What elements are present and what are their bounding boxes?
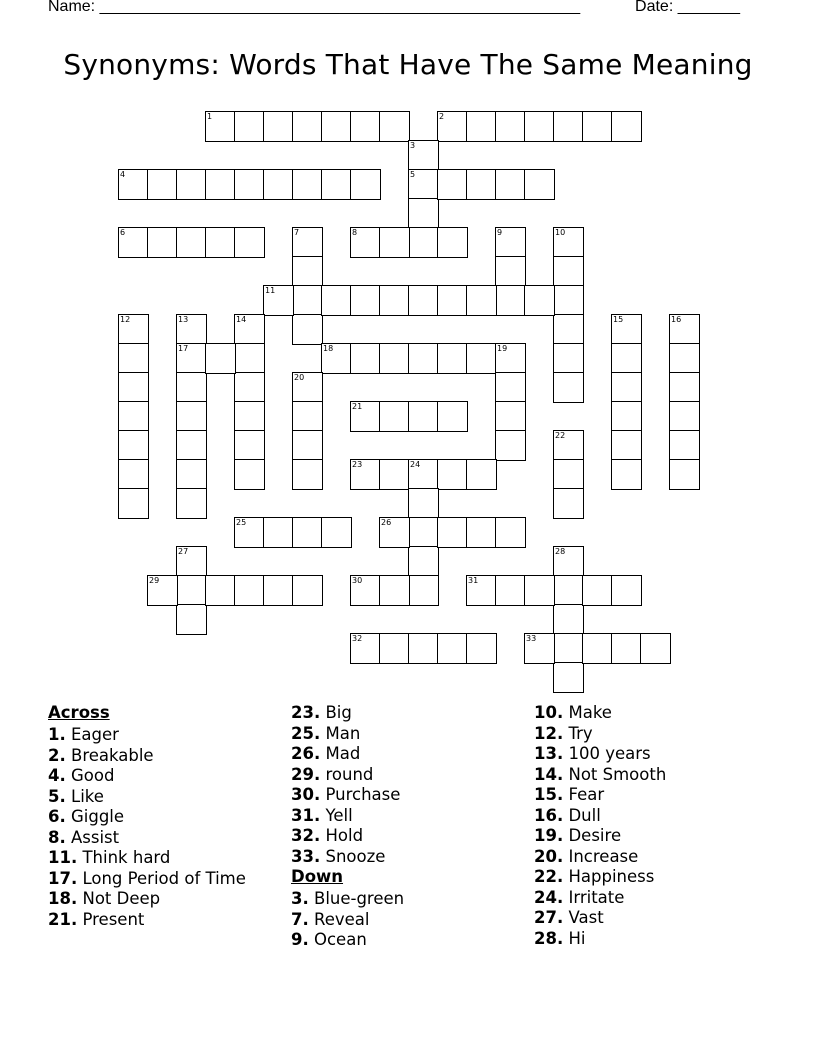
grid-cell[interactable] <box>379 285 410 316</box>
grid-cell[interactable] <box>176 459 207 490</box>
clue-number: 2 <box>439 112 445 121</box>
clue-text: Hi <box>563 928 586 948</box>
clue-number-label: 3. <box>291 889 309 908</box>
grid-cell[interactable] <box>466 343 497 374</box>
grid-cell[interactable] <box>524 285 555 316</box>
clue-number: 25 <box>236 518 247 527</box>
grid-cell[interactable] <box>350 343 381 374</box>
clue-item <box>291 806 404 827</box>
clue-number-label: 22. <box>534 867 564 886</box>
grid-cell[interactable] <box>263 517 294 548</box>
clue-number-label: 19. <box>534 826 564 845</box>
clue-text: Dull <box>563 805 601 825</box>
grid-cell[interactable] <box>553 285 584 316</box>
clue-item <box>534 888 666 909</box>
clue-item <box>291 703 404 724</box>
grid-cell[interactable] <box>408 401 439 432</box>
clue-item <box>534 867 666 888</box>
grid-cell[interactable] <box>408 488 439 519</box>
grid-cell[interactable] <box>466 517 497 548</box>
grid-cell[interactable] <box>321 169 352 200</box>
clue-text: Long Period of Time <box>77 868 246 888</box>
grid-cell[interactable] <box>466 633 497 664</box>
grid-cell[interactable] <box>495 430 526 461</box>
clue-number-label: 26. <box>291 744 321 763</box>
grid-cell[interactable] <box>553 343 584 374</box>
grid-cell[interactable] <box>379 459 410 490</box>
grid-cell[interactable] <box>495 575 526 606</box>
grid-cell[interactable] <box>640 633 671 664</box>
clue-number-label: 20. <box>534 846 564 866</box>
grid-cell[interactable] <box>292 401 323 432</box>
grid-cell[interactable] <box>553 314 584 345</box>
grid-cell[interactable] <box>611 430 642 461</box>
clue-text: Snooze <box>320 846 386 866</box>
clue-number: 8 <box>352 228 358 237</box>
grid-cell[interactable] <box>669 343 700 374</box>
clue-number-label: 25. <box>291 723 321 743</box>
grid-cell[interactable] <box>292 517 323 548</box>
clue-number: 10 <box>555 228 566 237</box>
clue-text: Try <box>563 723 593 743</box>
page-title: Synonyms: Words That Have The Same Meaning <box>63 48 753 81</box>
clue-item <box>48 725 246 746</box>
clue-number: 31 <box>468 576 479 585</box>
grid-cell[interactable] <box>263 575 294 606</box>
grid-cell[interactable] <box>437 401 468 432</box>
grid-cell[interactable] <box>524 169 555 200</box>
grid-cell[interactable] <box>553 372 584 403</box>
clue-number-label: 21. <box>48 909 78 929</box>
clue-text: 100 years <box>563 744 651 763</box>
grid-cell[interactable] <box>176 430 207 461</box>
clue-number-label: 32. <box>291 826 321 845</box>
across-heading: Across <box>48 703 110 722</box>
grid-cell[interactable] <box>234 459 265 490</box>
grid-cell[interactable] <box>234 430 265 461</box>
grid-cell[interactable] <box>582 111 613 142</box>
clue-item <box>534 785 666 806</box>
clue-item <box>534 929 666 950</box>
clue-number: 4 <box>120 170 126 179</box>
grid-cell[interactable] <box>437 343 468 374</box>
clue-text: Vast <box>563 908 604 927</box>
clue-text: Good <box>65 766 115 785</box>
grid-cell[interactable] <box>118 343 149 374</box>
grid-cell[interactable] <box>611 111 642 142</box>
clue-item <box>48 889 246 910</box>
clue-number: 33 <box>526 634 537 643</box>
clue-number: 7 <box>294 228 300 237</box>
grid-cell[interactable] <box>553 662 584 693</box>
grid-cell[interactable] <box>408 575 439 606</box>
clue-item <box>534 847 666 868</box>
grid-cell[interactable] <box>495 111 526 142</box>
clue-item <box>48 848 246 869</box>
clue-item <box>48 787 246 808</box>
clue-number-label: 28. <box>534 928 564 948</box>
grid-cell[interactable] <box>292 169 323 200</box>
grid-cell[interactable] <box>321 285 352 316</box>
grid-cell[interactable] <box>408 198 439 229</box>
clue-number: 14 <box>236 315 247 324</box>
clue-number: 22 <box>555 431 566 440</box>
clue-number-label: 27. <box>534 908 564 927</box>
clue-number: 3 <box>410 141 416 150</box>
clue-text: Hold <box>320 826 364 845</box>
grid-cell[interactable] <box>553 575 584 606</box>
grid-cell[interactable] <box>176 488 207 519</box>
grid-cell[interactable] <box>582 575 613 606</box>
clue-number-label: 17. <box>48 868 78 888</box>
clue-text: Breakable <box>65 745 154 765</box>
clue-item <box>48 869 246 890</box>
clue-number: 9 <box>497 228 503 237</box>
clue-text: Mad <box>320 744 361 763</box>
clue-text: Irritate <box>563 887 625 907</box>
clue-text: Like <box>65 786 104 806</box>
grid-cell[interactable] <box>582 633 613 664</box>
clue-text: round <box>320 764 374 784</box>
clue-number: 17 <box>178 344 189 353</box>
clue-number-label: 2. <box>48 745 66 765</box>
clues-column-1 <box>48 703 246 930</box>
clue-item <box>48 807 246 828</box>
clue-number: 16 <box>671 315 682 324</box>
grid-cell[interactable] <box>495 372 526 403</box>
clue-item <box>291 826 404 847</box>
clue-item <box>291 889 404 910</box>
clue-number: 6 <box>120 228 126 237</box>
clue-text: Not Smooth <box>563 764 667 784</box>
grid-cell[interactable] <box>176 227 207 258</box>
grid-cell[interactable] <box>234 372 265 403</box>
clue-number: 30 <box>352 576 363 585</box>
clue-number-label: 7. <box>291 909 309 929</box>
grid-cell[interactable] <box>321 517 352 548</box>
grid-cell[interactable] <box>611 459 642 490</box>
clue-item <box>48 746 246 767</box>
grid-cell[interactable] <box>611 401 642 432</box>
clue-number-label: 4. <box>48 766 66 785</box>
grid-cell[interactable] <box>321 111 352 142</box>
clue-number-label: 9. <box>291 930 309 949</box>
grid-cell[interactable] <box>379 575 410 606</box>
grid-cell[interactable] <box>553 604 584 635</box>
grid-cell[interactable] <box>408 343 439 374</box>
clue-item <box>48 910 246 931</box>
grid-cell[interactable] <box>553 633 584 664</box>
grid-cell[interactable] <box>234 169 265 200</box>
clue-number-label: 12. <box>534 723 564 743</box>
grid-cell[interactable] <box>176 372 207 403</box>
clue-number: 1 <box>207 112 213 121</box>
clue-number: 19 <box>497 344 508 353</box>
clue-number-label: 30. <box>291 785 321 804</box>
grid-cell[interactable] <box>669 430 700 461</box>
clue-number: 11 <box>265 286 276 295</box>
grid-cell[interactable] <box>611 343 642 374</box>
grid-cell[interactable] <box>205 227 236 258</box>
clue-item <box>534 826 666 847</box>
grid-cell[interactable] <box>118 488 149 519</box>
grid-cell[interactable] <box>495 169 526 200</box>
down-heading: Down <box>291 867 344 886</box>
grid-cell[interactable] <box>669 372 700 403</box>
grid-cell[interactable] <box>437 633 468 664</box>
clue-text: Reveal <box>308 909 370 929</box>
grid-cell[interactable] <box>524 575 555 606</box>
grid-cell[interactable] <box>466 169 497 200</box>
clue-number-label: 24. <box>534 887 564 907</box>
grid-cell[interactable] <box>495 401 526 432</box>
grid-cell[interactable] <box>292 111 323 142</box>
clue-item <box>291 785 404 806</box>
grid-cell[interactable] <box>379 633 410 664</box>
clue-number: 28 <box>555 547 566 556</box>
grid-cell[interactable] <box>553 459 584 490</box>
clue-item <box>534 724 666 745</box>
grid-cell[interactable] <box>408 227 439 258</box>
grid-cell[interactable] <box>408 285 439 316</box>
clue-number: 15 <box>613 315 624 324</box>
clue-item <box>48 766 246 787</box>
clue-number: 12 <box>120 315 131 324</box>
clue-number: 26 <box>381 518 392 527</box>
clue-text: Make <box>563 703 612 722</box>
grid-cell[interactable] <box>292 430 323 461</box>
clue-item <box>534 765 666 786</box>
grid-cell[interactable] <box>669 459 700 490</box>
clue-number: 20 <box>294 373 305 382</box>
grid-cell[interactable] <box>234 401 265 432</box>
grid-cell[interactable] <box>147 227 178 258</box>
grid-cell[interactable] <box>292 256 323 287</box>
grid-cell[interactable] <box>176 575 207 606</box>
clue-number-label: 10. <box>534 703 564 722</box>
grid-cell[interactable] <box>466 111 497 142</box>
grid-cell[interactable] <box>611 372 642 403</box>
clue-text: Present <box>77 909 145 929</box>
clue-item <box>291 847 404 868</box>
grid-cell[interactable] <box>437 517 468 548</box>
clue-number-label: 15. <box>534 785 564 804</box>
grid-cell[interactable] <box>176 401 207 432</box>
clue-number: 21 <box>352 402 363 411</box>
clue-text: Big <box>320 703 352 722</box>
grid-cell[interactable] <box>437 459 468 490</box>
grid-cell[interactable] <box>408 633 439 664</box>
clue-number-label: 8. <box>48 827 66 847</box>
clue-item <box>291 724 404 745</box>
grid-cell[interactable] <box>553 488 584 519</box>
clue-number-label: 1. <box>48 725 66 744</box>
clue-number-label: 11. <box>48 848 78 867</box>
grid-cell[interactable] <box>205 169 236 200</box>
name-field[interactable]: Name: ______________________________________________________ <box>48 0 581 15</box>
grid-cell[interactable] <box>292 314 323 345</box>
clue-text: Yell <box>320 805 353 825</box>
clue-number: 13 <box>178 315 189 324</box>
grid-cell[interactable] <box>292 459 323 490</box>
grid-cell[interactable] <box>408 546 439 577</box>
grid-cell[interactable] <box>350 111 381 142</box>
date-field[interactable]: Date: _______ <box>635 0 740 15</box>
grid-cell[interactable] <box>379 227 410 258</box>
clue-number: 23 <box>352 460 363 469</box>
clue-number-label: 16. <box>534 805 564 825</box>
grid-cell[interactable] <box>118 372 149 403</box>
clue-text: Not Deep <box>77 889 161 908</box>
grid-cell[interactable] <box>466 459 497 490</box>
grid-cell[interactable] <box>611 575 642 606</box>
clue-number-label: 31. <box>291 805 321 825</box>
clue-item <box>48 828 246 849</box>
grid-cell[interactable] <box>234 227 265 258</box>
grid-cell[interactable] <box>118 401 149 432</box>
grid-cell[interactable] <box>292 575 323 606</box>
clue-text: Ocean <box>308 930 367 949</box>
grid-cell[interactable] <box>234 343 265 374</box>
grid-cell[interactable] <box>176 169 207 200</box>
clue-text: Giggle <box>65 807 125 826</box>
clue-number-label: 33. <box>291 846 321 866</box>
clue-text: Eager <box>65 725 119 744</box>
clues-column-3 <box>534 703 666 949</box>
clue-text: Man <box>320 723 361 743</box>
clue-text: Blue-green <box>308 889 405 908</box>
grid-cell[interactable] <box>263 111 294 142</box>
grid-cell[interactable] <box>553 111 584 142</box>
clue-number-label: 14. <box>534 764 564 784</box>
clue-item <box>291 765 404 786</box>
clue-item <box>534 908 666 929</box>
clue-number-label: 23. <box>291 703 321 722</box>
grid-cell[interactable] <box>350 285 381 316</box>
clue-number: 24 <box>410 460 421 469</box>
clue-number-label: 5. <box>48 786 66 806</box>
grid-cell[interactable] <box>379 111 410 142</box>
grid-cell[interactable] <box>234 575 265 606</box>
clue-text: Fear <box>563 785 605 804</box>
grid-cell[interactable] <box>379 401 410 432</box>
grid-cell[interactable] <box>553 256 584 287</box>
clues-column-2 <box>291 703 404 951</box>
grid-cell[interactable] <box>495 285 526 316</box>
grid-cell[interactable] <box>147 169 178 200</box>
grid-cell[interactable] <box>495 517 526 548</box>
clue-text: Think hard <box>77 848 171 867</box>
grid-cell[interactable] <box>611 633 642 664</box>
grid-cell[interactable] <box>524 111 555 142</box>
clue-number: 5 <box>410 170 416 179</box>
clue-item <box>534 703 666 724</box>
grid-cell[interactable] <box>263 169 294 200</box>
clue-item <box>291 930 404 951</box>
clue-text: Assist <box>65 827 120 847</box>
clue-number: 29 <box>149 576 160 585</box>
grid-cell[interactable] <box>437 285 468 316</box>
clue-item <box>291 910 404 931</box>
grid-cell[interactable] <box>437 227 468 258</box>
clue-text: Purchase <box>320 785 401 804</box>
clue-number-label: 29. <box>291 764 321 784</box>
clue-number-label: 6. <box>48 807 66 826</box>
clue-number-label: 13. <box>534 744 564 763</box>
clue-number: 27 <box>178 547 189 556</box>
clue-number: 32 <box>352 634 363 643</box>
clue-text: Happiness <box>563 867 655 886</box>
grid-cell[interactable] <box>205 343 236 374</box>
grid-cell[interactable] <box>466 285 497 316</box>
grid-cell[interactable] <box>205 575 236 606</box>
clue-item <box>534 744 666 765</box>
grid-cell[interactable] <box>118 459 149 490</box>
grid-cell[interactable] <box>350 169 381 200</box>
grid-cell[interactable] <box>234 111 265 142</box>
grid-cell[interactable] <box>292 285 323 316</box>
grid-cell[interactable] <box>379 343 410 374</box>
clue-number-label: 18. <box>48 889 78 908</box>
grid-cell[interactable] <box>495 256 526 287</box>
grid-cell[interactable] <box>437 169 468 200</box>
clue-item <box>534 806 666 827</box>
grid-cell[interactable] <box>669 401 700 432</box>
clue-item <box>291 744 404 765</box>
grid-cell[interactable] <box>176 604 207 635</box>
clue-number: 18 <box>323 344 334 353</box>
grid-cell[interactable] <box>118 430 149 461</box>
clue-text: Desire <box>563 826 622 845</box>
clue-text: Increase <box>563 846 639 866</box>
grid-cell[interactable] <box>408 517 439 548</box>
